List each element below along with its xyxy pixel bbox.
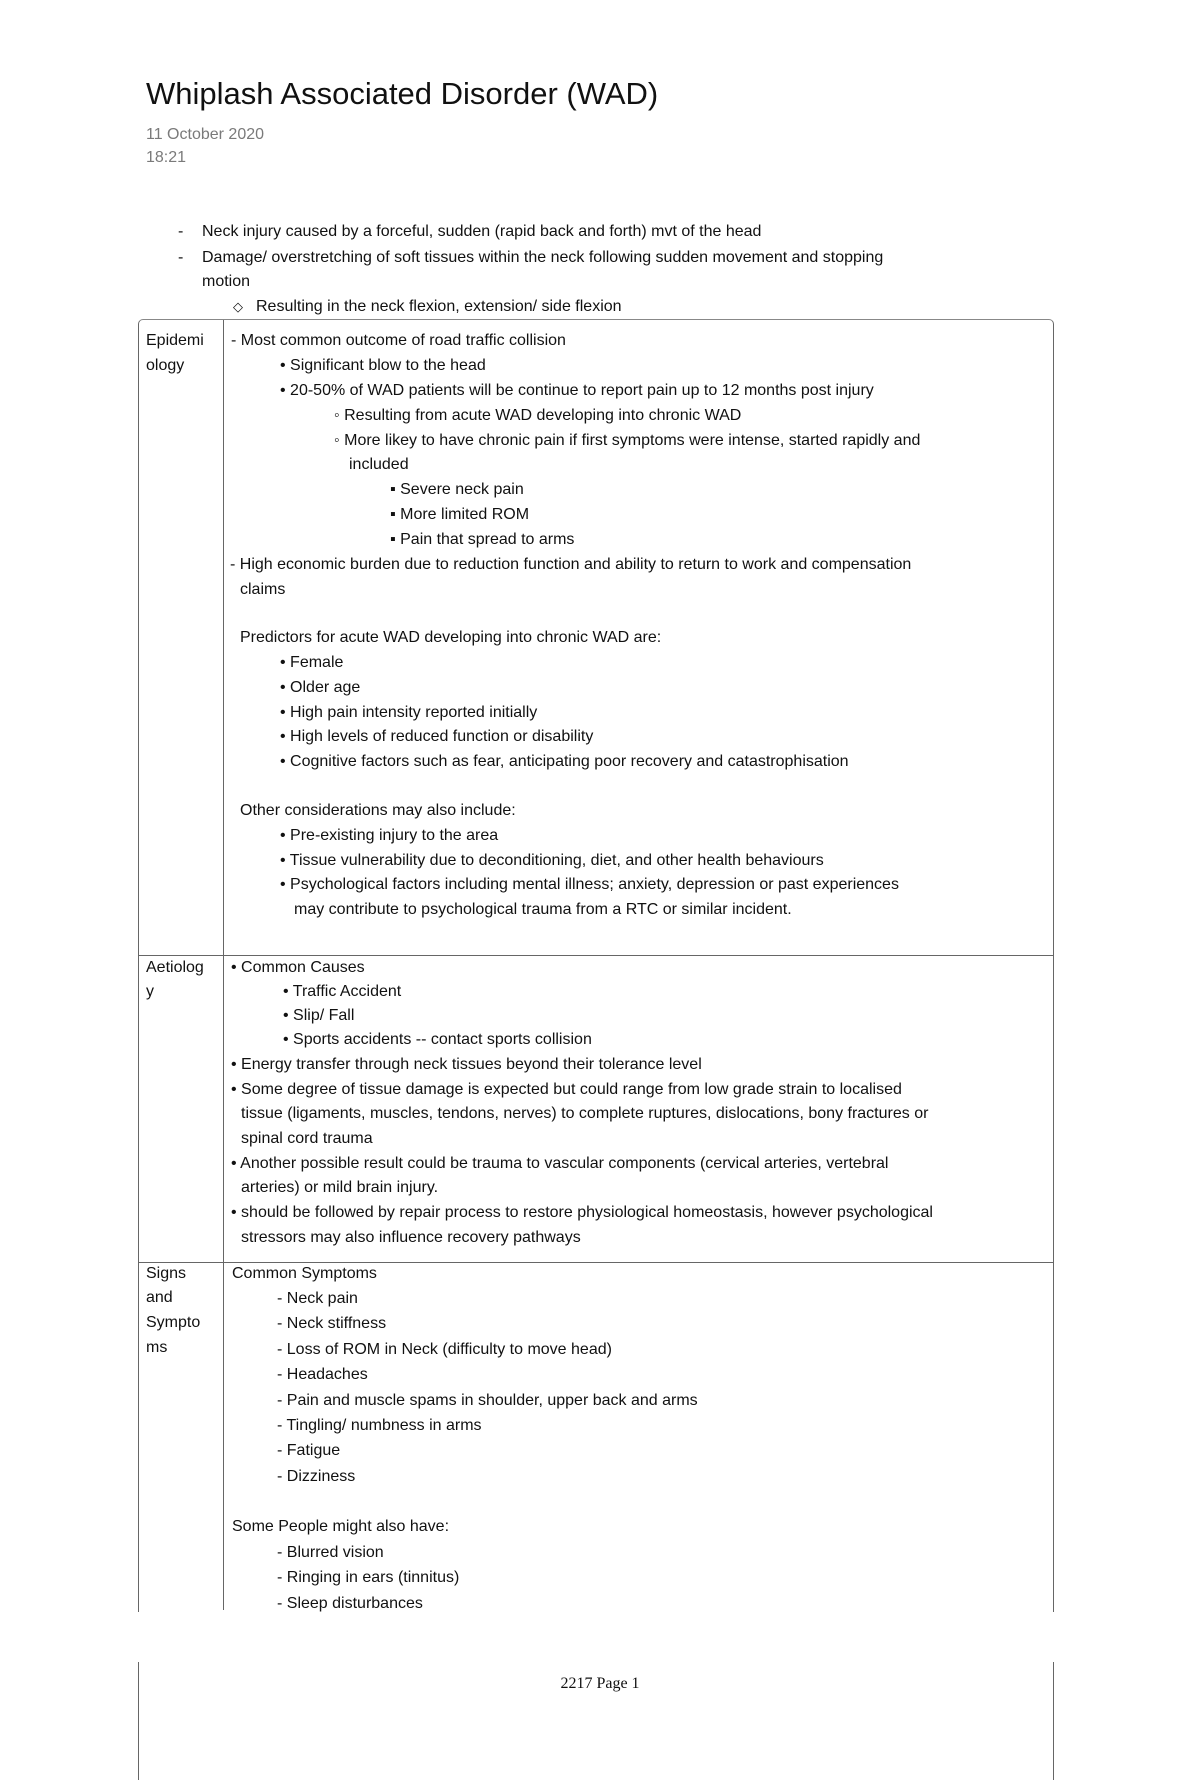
- sign-line: - Neck stiffness: [277, 1315, 387, 1332]
- dash-bullet: -: [178, 223, 184, 240]
- sign-line: Common Symptoms: [232, 1265, 377, 1282]
- epi-line: • Tissue vulnerability due to deconditioning, diet, and other health behaviours: [280, 852, 824, 869]
- aet-line: • Slip/ Fall: [283, 1007, 355, 1024]
- intro-line: Resulting in the neck flexion, extension/ side flexion: [256, 298, 622, 315]
- page-bottom-margin: [0, 1612, 1200, 1662]
- epi-line: • Pre-existing injury to the area: [280, 827, 499, 844]
- sign-line: - Pain and muscle spams in shoulder, upper back and arms: [277, 1392, 698, 1409]
- aet-line: arteries) or mild brain injury.: [241, 1179, 439, 1196]
- epi-line: • 20-50% of WAD patients will be continue to report pain up to 12 months post injury: [280, 382, 874, 399]
- aet-line: • Another possible result could be trauma to vascular components (cervical arteries, vertebral: [231, 1155, 889, 1172]
- sign-line: - Sleep disturbances: [277, 1595, 423, 1612]
- sign-line: - Headaches: [277, 1366, 368, 1383]
- epi-line: ▪ Severe neck pain: [390, 481, 524, 498]
- sign-line: - Loss of ROM in Neck (difficulty to move head): [277, 1341, 612, 1358]
- epi-line: Other considerations may also include:: [240, 802, 516, 819]
- epi-line: included: [349, 456, 409, 473]
- epi-line: • Cognitive factors such as fear, anticipating poor recovery and catastrophisation: [280, 753, 849, 770]
- row-heading-signs: Signs: [146, 1265, 187, 1282]
- epi-line: Predictors for acute WAD developing into chronic WAD are:: [240, 629, 662, 646]
- epi-line: may contribute to psychological trauma from a RTC or similar incident.: [294, 901, 792, 918]
- intro-line: motion: [202, 273, 251, 290]
- row-heading-signs: Sympto: [146, 1314, 201, 1331]
- epi-line: - High economic burden due to reduction function and ability to return to work and compensation: [230, 556, 912, 573]
- aet-line: spinal cord trauma: [241, 1130, 373, 1147]
- epi-line: ▪ More limited ROM: [390, 506, 530, 523]
- sign-line: - Tingling/ numbness in arms: [277, 1417, 482, 1434]
- intro-line: Neck injury caused by a forceful, sudden (rapid back and forth) mvt of the head: [202, 223, 762, 240]
- page-date: 11 October 2020: [146, 126, 265, 143]
- aet-line: • Common Causes: [231, 959, 365, 976]
- sign-line: - Ringing in ears (tinnitus): [277, 1569, 460, 1586]
- epi-line: • Older age: [280, 679, 361, 696]
- epi-line: • Psychological factors including mental illness; anxiety, depression or past experiences: [280, 876, 899, 893]
- page-time: 18:21: [146, 149, 187, 166]
- sign-line: - Blurred vision: [277, 1544, 384, 1561]
- sign-line: - Neck pain: [277, 1290, 358, 1307]
- dash-bullet: -: [178, 249, 184, 266]
- circle-bullet: ◇: [233, 299, 243, 314]
- row-heading-epidemiology: Epidemi: [146, 332, 204, 349]
- row-heading-epidemiology: ology: [146, 357, 185, 374]
- aet-line: tissue (ligaments, muscles, tendons, nerves) to complete ruptures, dislocations, bony fractures or: [241, 1105, 929, 1122]
- sign-line: - Dizziness: [277, 1468, 356, 1485]
- row-heading-aetiology: y: [146, 983, 154, 1000]
- sign-line: Some People might also have:: [232, 1518, 450, 1535]
- intro-line: Damage/ overstretching of soft tissues within the neck following sudden movement and stopping: [202, 249, 884, 266]
- aet-line: • Energy transfer through neck tissues beyond their tolerance level: [231, 1056, 702, 1073]
- row-heading-signs: and: [146, 1289, 173, 1306]
- aet-line: • should be followed by repair process to restore physiological homeostasis, however psychological: [231, 1204, 933, 1221]
- epi-line: ▪ Pain that spread to arms: [390, 531, 575, 548]
- epi-line: • Female: [280, 654, 344, 671]
- epi-line: ◦ Resulting from acute WAD developing into chronic WAD: [334, 407, 742, 424]
- row-divider: [138, 1262, 1053, 1263]
- row-heading-signs: ms: [146, 1339, 168, 1356]
- epi-line: ◦ More likey to have chronic pain if first symptoms were intense, started rapidly and: [334, 432, 921, 449]
- page-footer: 2217 Page 1: [560, 1675, 640, 1692]
- notes-table: [138, 319, 1054, 1780]
- aet-line: • Traffic Accident: [283, 983, 402, 1000]
- aet-line: stressors may also influence recovery pathways: [241, 1229, 581, 1246]
- row-divider: [138, 955, 1053, 956]
- aet-line: • Some degree of tissue damage is expected but could range from low grade strain to localised: [231, 1081, 902, 1098]
- epi-line: • High pain intensity reported initially: [280, 704, 538, 721]
- epi-line: • High levels of reduced function or disability: [280, 728, 594, 745]
- page-title: Whiplash Associated Disorder (WAD): [146, 76, 659, 111]
- epi-line: • Significant blow to the head: [280, 357, 486, 374]
- aet-line: • Sports accidents -- contact sports collision: [283, 1031, 592, 1048]
- row-heading-aetiology: Aetiolog: [146, 959, 204, 976]
- epi-line: claims: [240, 581, 286, 598]
- epi-line: - Most common outcome of road traffic collision: [231, 332, 566, 349]
- sign-line: - Fatigue: [277, 1442, 341, 1459]
- table-column-divider: [223, 320, 224, 1610]
